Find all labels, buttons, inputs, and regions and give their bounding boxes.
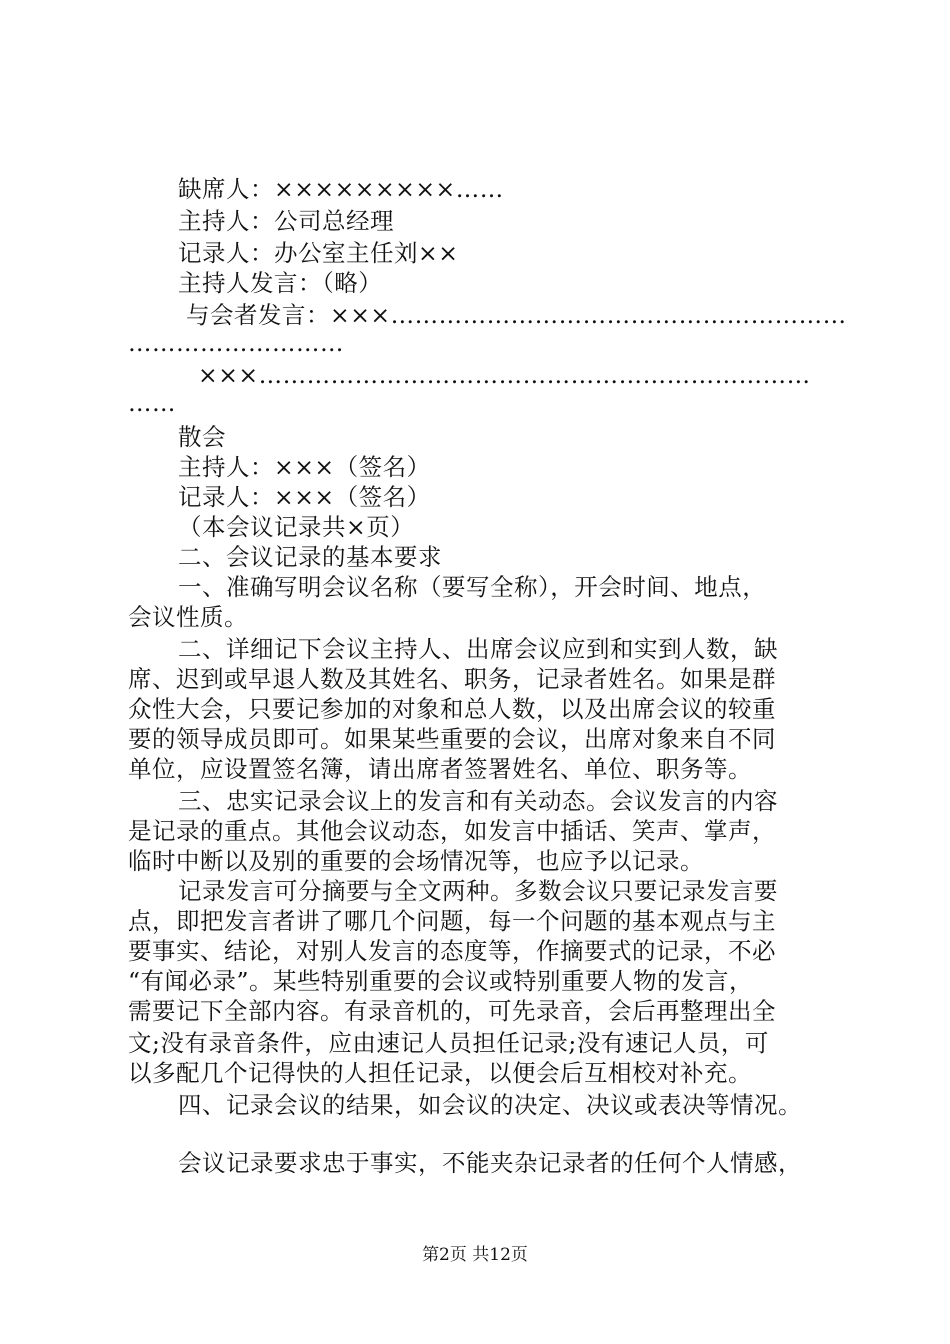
paragraph-line: 一、准确写明会议名称（要写全称），开会时间、地点， (178, 573, 767, 601)
section-heading: 二、会议记录的基本要求 (178, 543, 442, 571)
paragraph-line: 要的领导成员即可。如果某些重要的会议，出席对象来自不同 (128, 725, 776, 753)
paragraph-line: 点，即把发言者讲了哪几个问题，每一个问题的基本观点与主 (128, 907, 776, 935)
paragraph-line: 会议性质。 (128, 603, 248, 631)
attendee-speech-continuation: ……………………… (128, 329, 344, 357)
paragraph-line: 记录发言可分摘要与全文两种。多数会议只要记录发言要 (178, 877, 778, 905)
paragraph-line: 四、记录会议的结果，如会议的决定、决议或表决等情况。 (178, 1091, 802, 1119)
recorder-signature-line: 记录人：×××（签名） (178, 483, 431, 511)
adjourn-line: 散会 (178, 423, 226, 451)
paragraph-line: 要事实、结论，对别人发言的态度等，作摘要式的记录，不必 (128, 937, 776, 965)
host-speech-line: 主持人发言：（略） (178, 269, 383, 297)
host-line: 主持人：公司总经理 (178, 207, 394, 235)
attendee-speech-line-2: ×××…………………………………………………………… (198, 361, 811, 389)
page-footer: 第2页 共12页 (422, 1245, 528, 1265)
attendee-speech-line: 与会者发言：×××………………………………………………… (186, 301, 847, 329)
attendee-speech-continuation-2: …… (128, 389, 176, 417)
paragraph-line: “有闻必录”。某些特别重要的会议或特别重要人物的发言， (128, 967, 754, 995)
paragraph-line: 会议记录要求忠于事实，不能夹杂记录者的任何个人情感， (178, 1149, 802, 1177)
paragraph-line: 三、忠实记录会议上的发言和有关动态。会议发言的内容 (178, 787, 778, 815)
host-signature-line: 主持人：×××（签名） (178, 453, 431, 481)
paragraph-line: 席、迟到或早退人数及其姓名、职务，记录者姓名。如果是群 (128, 665, 776, 693)
paragraph-line: 单位，应设置签名簿，请出席者签署姓名、单位、职务等。 (128, 755, 752, 783)
page-count-note: （本会议记录共×页） (178, 513, 415, 541)
paragraph-line: 众性大会，只要记参加的对象和总人数，以及出席会议的较重 (128, 695, 776, 723)
paragraph-line: 以多配几个记得快的人担任记录，以便会后互相校对补充。 (128, 1059, 752, 1087)
paragraph-line: 文;没有录音条件，应由速记人员担任记录;没有速记人员，可 (128, 1029, 769, 1057)
paragraph-line: 需要记下全部内容。有录音机的，可先录音，会后再整理出全 (128, 997, 776, 1025)
paragraph-line: 是记录的重点。其他会议动态，如发言中插话、笑声、掌声， (128, 817, 776, 845)
paragraph-line: 临时中断以及别的重要的会场情况等，也应予以记录。 (128, 847, 704, 875)
paragraph-line: 二、详细记下会议主持人、出席会议应到和实到人数，缺 (178, 635, 778, 663)
absentees-line: 缺席人：×××××××××…… (178, 175, 504, 203)
recorder-line: 记录人：办公室主任刘×× (178, 239, 459, 267)
